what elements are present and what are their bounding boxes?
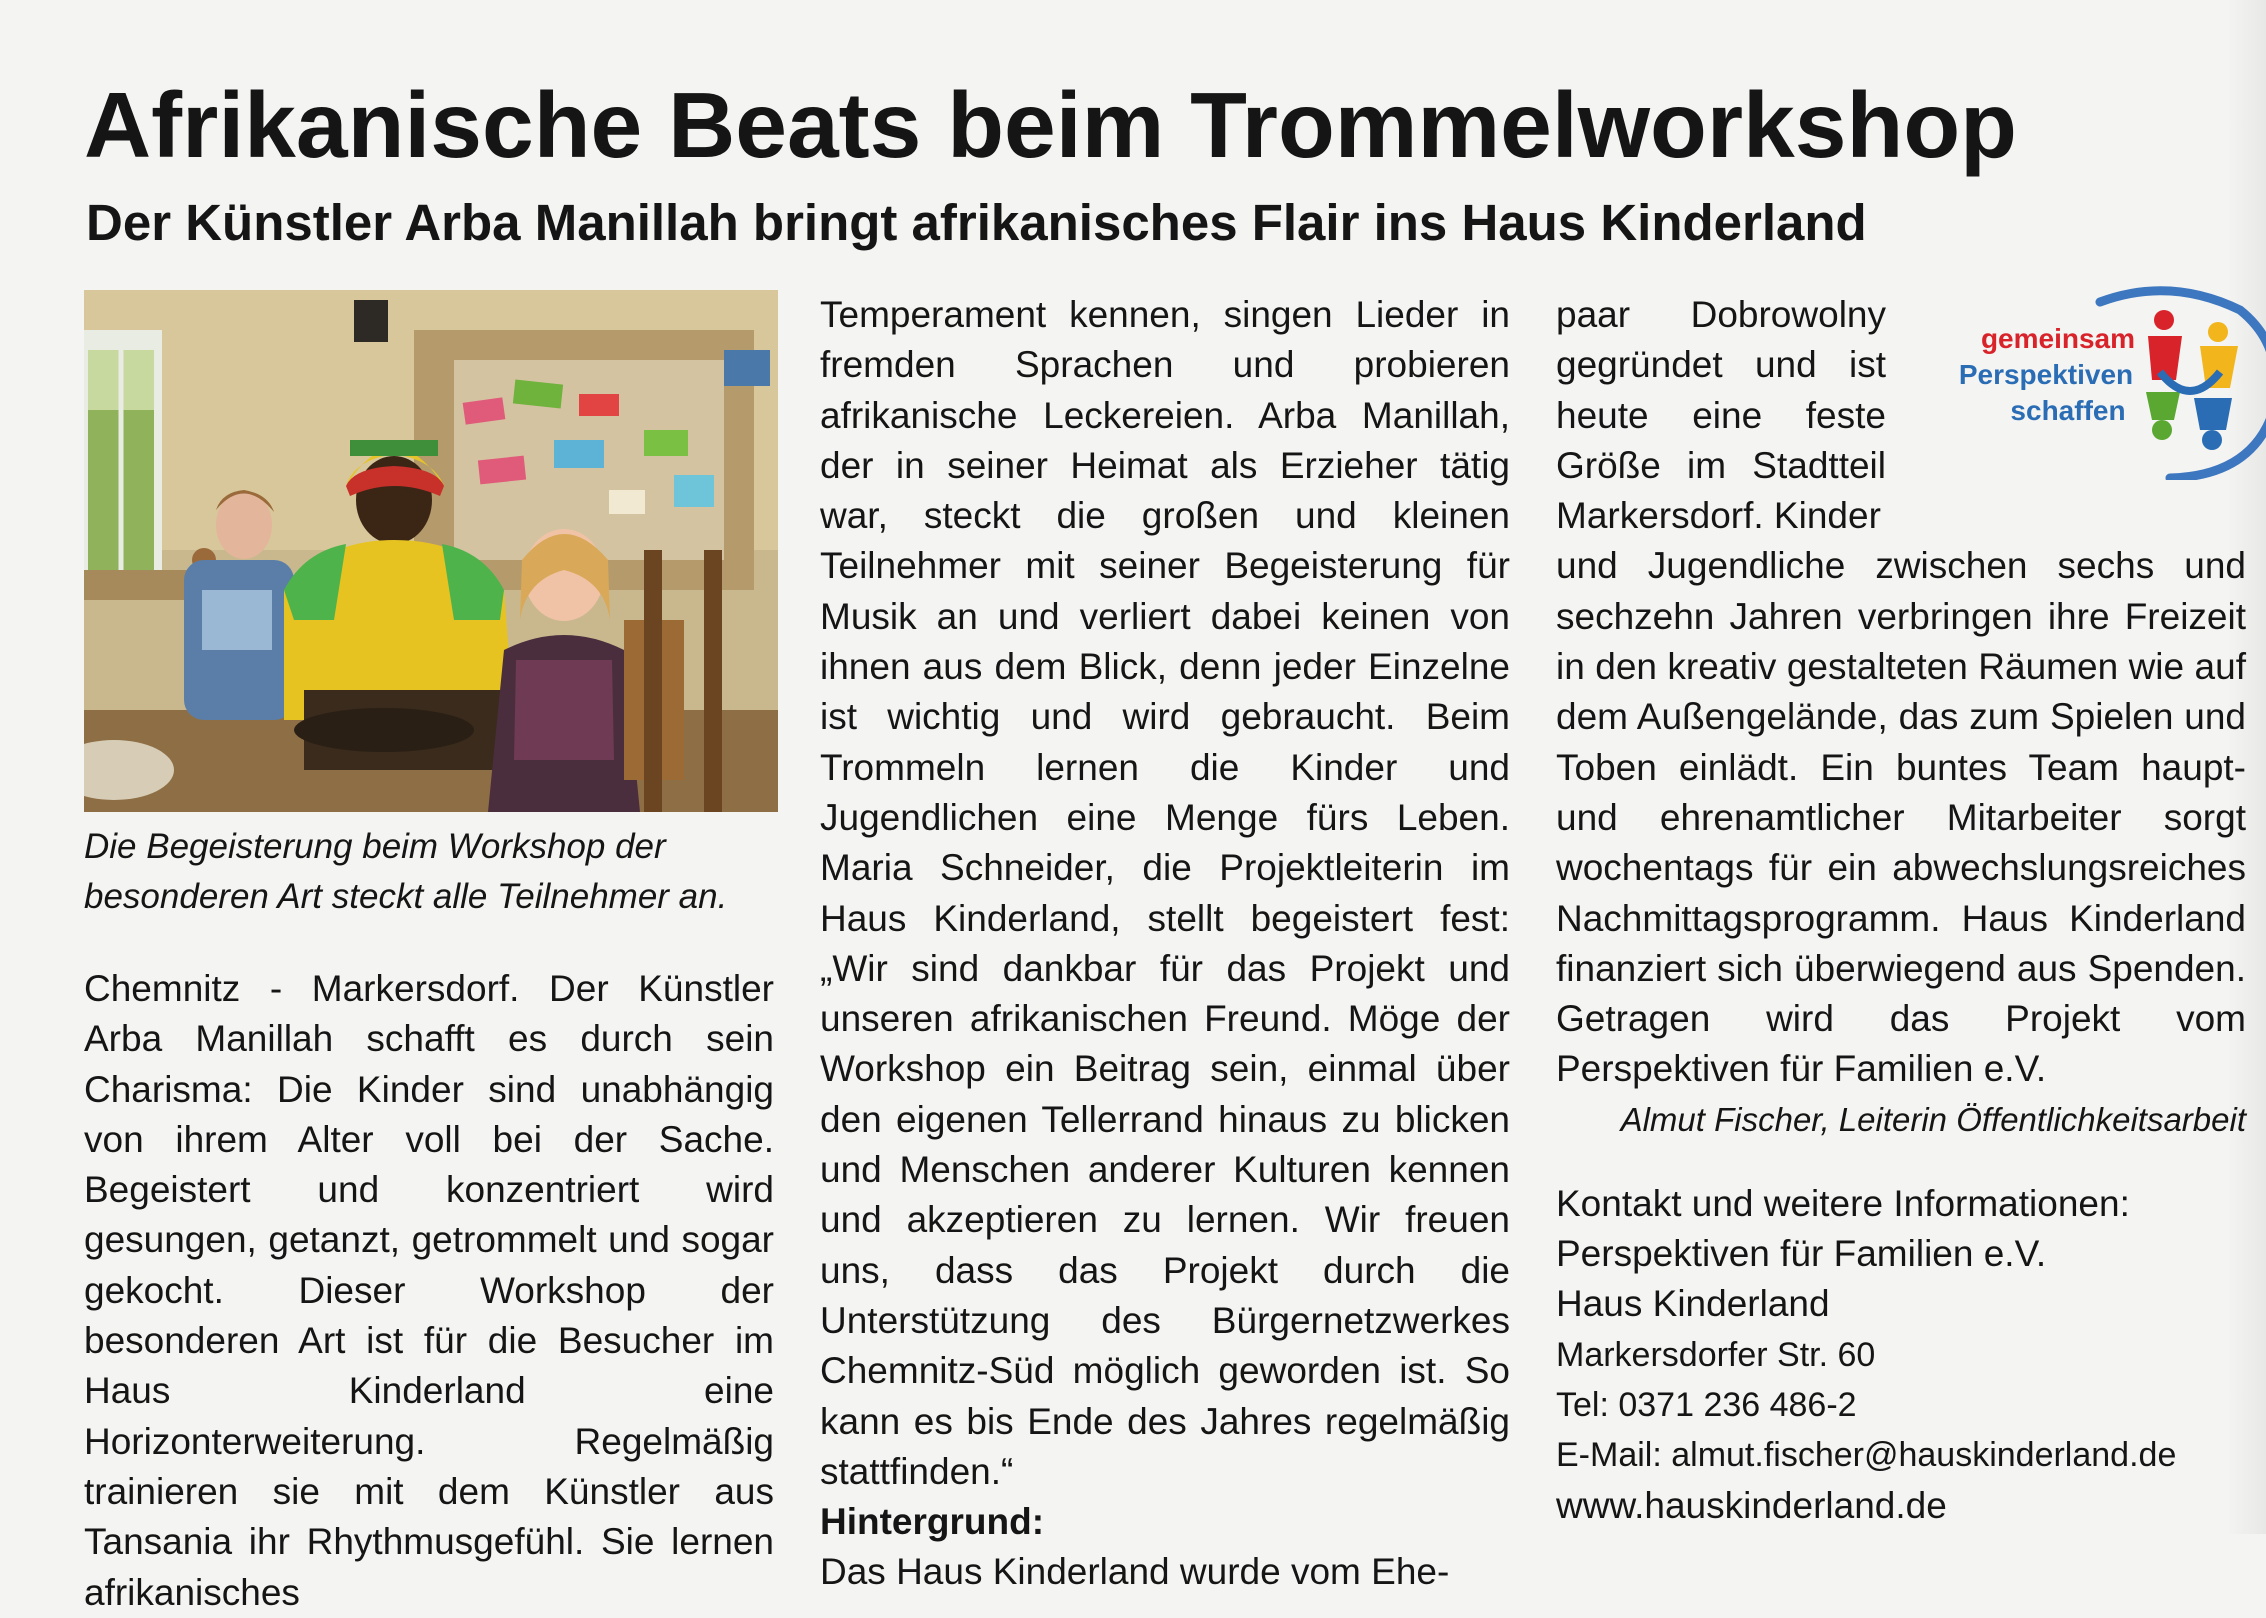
contact-phone: Tel: 0371 236 486-2 [1556,1385,1857,1424]
background-heading: Hintergrund: [820,1501,1045,1543]
headline: Afrikanische Beats beim Trommelworkshop [84,73,2017,177]
gemeinsam-perspektiven-schaffen-logo [1950,280,2266,480]
people-figures-icon [2146,310,2238,450]
column-2 [820,290,1510,1598]
contact-house: Haus Kinderland [1556,1283,1830,1325]
contact-heading: Kontakt und weitere Informationen: [1556,1182,2130,1224]
column-1-body: Chemnitz - Markersdorf. Der Künstler Arba Manillah schafft es durch sein Charisma: Die Kinder sind unabhängig von ihrem Alter voll bei der Sache. Begeistert und konzentriert wird gesungen, getanzt, getrommelt und sogar gekocht. Dieser Workshop der besonderen Art ist für die Besucher im Haus Kinderland eine Horizonterweiterung. Regelmäßig trainieren sie mit dem Künstler aus Tansania ihr Rhythmusgefühl. Sie lernen afrikanisches [84,968,774,1613]
column-3-wrapped-text: paar Dobrowolny gegründet und ist heute eine feste Größe im Stadtteil Markersdorf. Kinder [1556,294,1886,537]
column-3 [1556,290,2246,1531]
contact-email: E-Mail: almut.fischer@hauskinderland.de [1556,1436,2177,1475]
article-photo [84,290,778,812]
background-text-start: Das Haus Kinderland wurde vom Ehe- [820,1551,1450,1593]
column-1 [84,290,774,1618]
contact-org: Perspektiven für Familien e.V. [1556,1233,2047,1275]
photo-caption: Die Begeisterung beim Workshop der besonderen Art steckt alle Teilnehmer an. [84,827,728,916]
contact-web: www.hauskinderland.de [1556,1484,1947,1526]
logo-text-perspektiven: Perspektiven [1958,359,2134,390]
author-credit: Almut Fischer, Leiterin Öffentlichkeitsarbeit [1620,1100,2246,1138]
column-2-body: Temperament kennen, singen Lieder in fremden Sprachen und probieren afrikanische Leckereien. Arba Manillah, der in seiner Heimat als Erzieher tätig war, steckt die großen und kleinen Teilnehmer mit seiner Begeisterung für Musik an und verliert dabei keinen von ihnen aus dem Blick, denn jeder Einzelne ist wichtig und wird gebraucht. Beim Trommeln lernen die Kinder und Jugendlichen eine Menge fürs Leben. Maria Schneider, die Projektleiterin im Haus Kinderland, stellt begeistert fest: „Wir sind dankbar für das Projekt und unseren afrikanischen Freund. Möge der Workshop ein Beitrag sein, einmal über den eigenen Tellerrand hinaus zu blicken und Menschen anderer Kulturen kennen und akzeptieren zu lernen. Wir freuen uns, dass das Projekt durch die Unterstützung des Bürgernetzwerkes Chemnitz-Süd möglich geworden ist. So kann es bis Ende des Jahres regelmäßig stattfinden.“ [820,294,1510,1492]
contact-street: Markersdorfer Str. 60 [1556,1335,1876,1374]
subheadline: Der Künstler Arba Manillah bringt afrikanisches Flair ins Haus Kinderland [86,194,1867,251]
logo-text-gemeinsam: gemeinsam [1980,323,2136,354]
contact-block [1556,1179,2246,1531]
logo-text-schaffen: schaffen [2010,395,2126,426]
column-3-body: und Jugendliche zwischen sechs und sechzehn Jahren verbringen ihre Freizeit in den kreativ gestalteten Räumen wie auf dem Außengelände, das zum Spielen und Toben einlädt. Ein buntes Team haupt- und ehrenamtlicher Mitarbeiter sorgt wochentags für ein abwechslungsreiches Nachmittagsprogramm. Haus Kinderland finanziert sich überwiegend aus Spenden. Getragen wird das Projekt vom Perspektiven für Familien e.V. [1556,545,2246,1090]
